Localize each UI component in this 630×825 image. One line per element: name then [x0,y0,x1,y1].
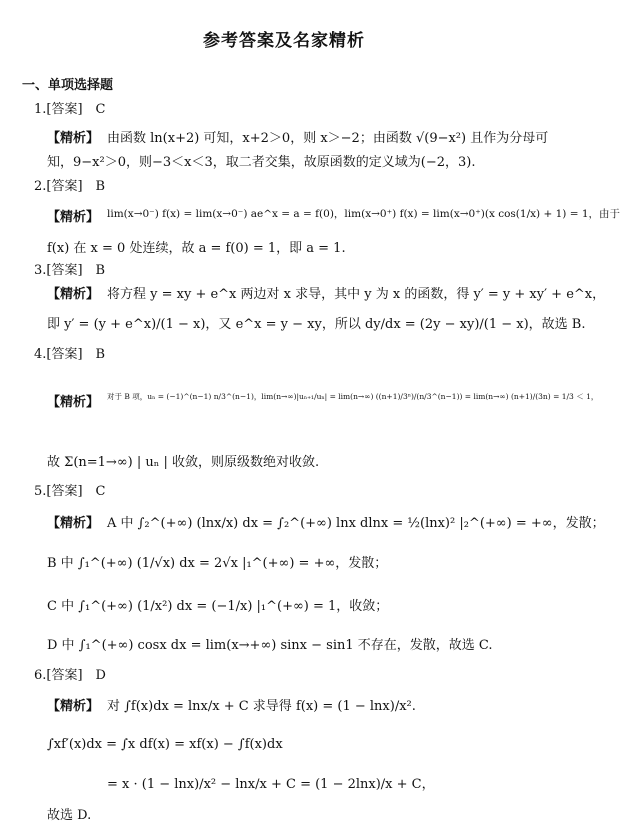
q3-answer: 3.[答案] B [34,263,106,278]
q2-answer: 2.[答案] B [34,179,106,194]
q6-line3: = x · (1 − lnx)/x² − lnx/x + C = (1 − 2lnx)/x + C， [107,777,435,792]
q6-answer: 6.[答案] D [34,668,106,683]
q6-line4: 故选 D. [47,808,92,823]
q1-tag: 【精析】 [47,131,100,146]
q4-line1: 对于 B 项，uₙ = (−1)^(n−1) n/3^(n−1)，lim(n→∞)|uₙ₊₁/uₙ| = lim(n→∞) ((n+1)/3ⁿ)/(n/3^(n−1)) = lim(n→∞) (n+1)/(3n) = 1/3 ＜ 1， [107,392,599,401]
q1-answer: 1.[答案] C [34,102,106,117]
q3-tag: 【精析】 [47,287,100,302]
q5-tag: 【精析】 [47,516,100,531]
q6-line2: ∫xf′(x)dx = ∫x df(x) = xf(x) − ∫f(x)dx [47,737,283,752]
q4-tag: 【精析】 [47,395,100,410]
q6-line1: 对 ∫f(x)dx = lnx/x + C 求导得 f(x) = (1 − lnx)/x². [107,699,416,714]
q2-tag: 【精析】 [47,210,100,225]
q3-line2: 即 y′ = (y + e^x)/(1 − x)，又 e^x = y − xy，所以 dy/dx = (2y − xy)/(1 − x)，故选 B. [47,317,586,332]
section-heading: 一、单项选择题 [22,78,114,93]
q4-line2: 故 Σ(n=1→∞) | uₙ | 收敛，则原级数绝对收敛. [47,455,320,470]
q4-answer: 4.[答案] B [34,347,106,362]
q5-lineD: D 中 ∫₁^(+∞) cosx dx = lim(x→+∞) sinx − sin1 不存在，发散，故选 C. [47,638,493,653]
page-title: 参考答案及名家精析 [203,31,365,51]
q2-line1: lim(x→0⁻) f(x) = lim(x→0⁻) ae^x = a = f(0)，lim(x→0⁺) f(x) = lim(x→0⁺)(x cos(1/x) + 1) = 1，由于 [107,208,621,220]
q6-tag: 【精析】 [47,699,100,714]
q2-line2: f(x) 在 x = 0 处连续，故 a = f(0) = 1，即 a = 1. [47,241,346,256]
q5-lineA: A 中 ∫₂^(+∞) (lnx/x) dx = ∫₂^(+∞) lnx dlnx = ½(lnx)² |₂^(+∞) = +∞，发散； [107,516,605,531]
q5-lineC: C 中 ∫₁^(+∞) (1/x²) dx = (−1/x) |₁^(+∞) = 1，收敛； [47,599,389,614]
q3-line1: 将方程 y = xy + e^x 两边对 x 求导，其中 y 为 x 的函数，得 y′ = y + xy′ + e^x， [107,287,606,302]
q1-line1: 由函数 ln(x+2) 可知，x+2＞0，则 x＞−2；由函数 √(9−x²) 且作为分母可 [107,131,549,146]
q5-answer: 5.[答案] C [34,484,106,499]
q5-lineB: B 中 ∫₁^(+∞) (1/√x) dx = 2√x |₁^(+∞) = +∞，发散； [47,556,388,571]
q1-line2: 知，9−x²＞0，则−3＜x＜3，取二者交集，故原函数的定义域为(−2，3). [47,155,476,170]
